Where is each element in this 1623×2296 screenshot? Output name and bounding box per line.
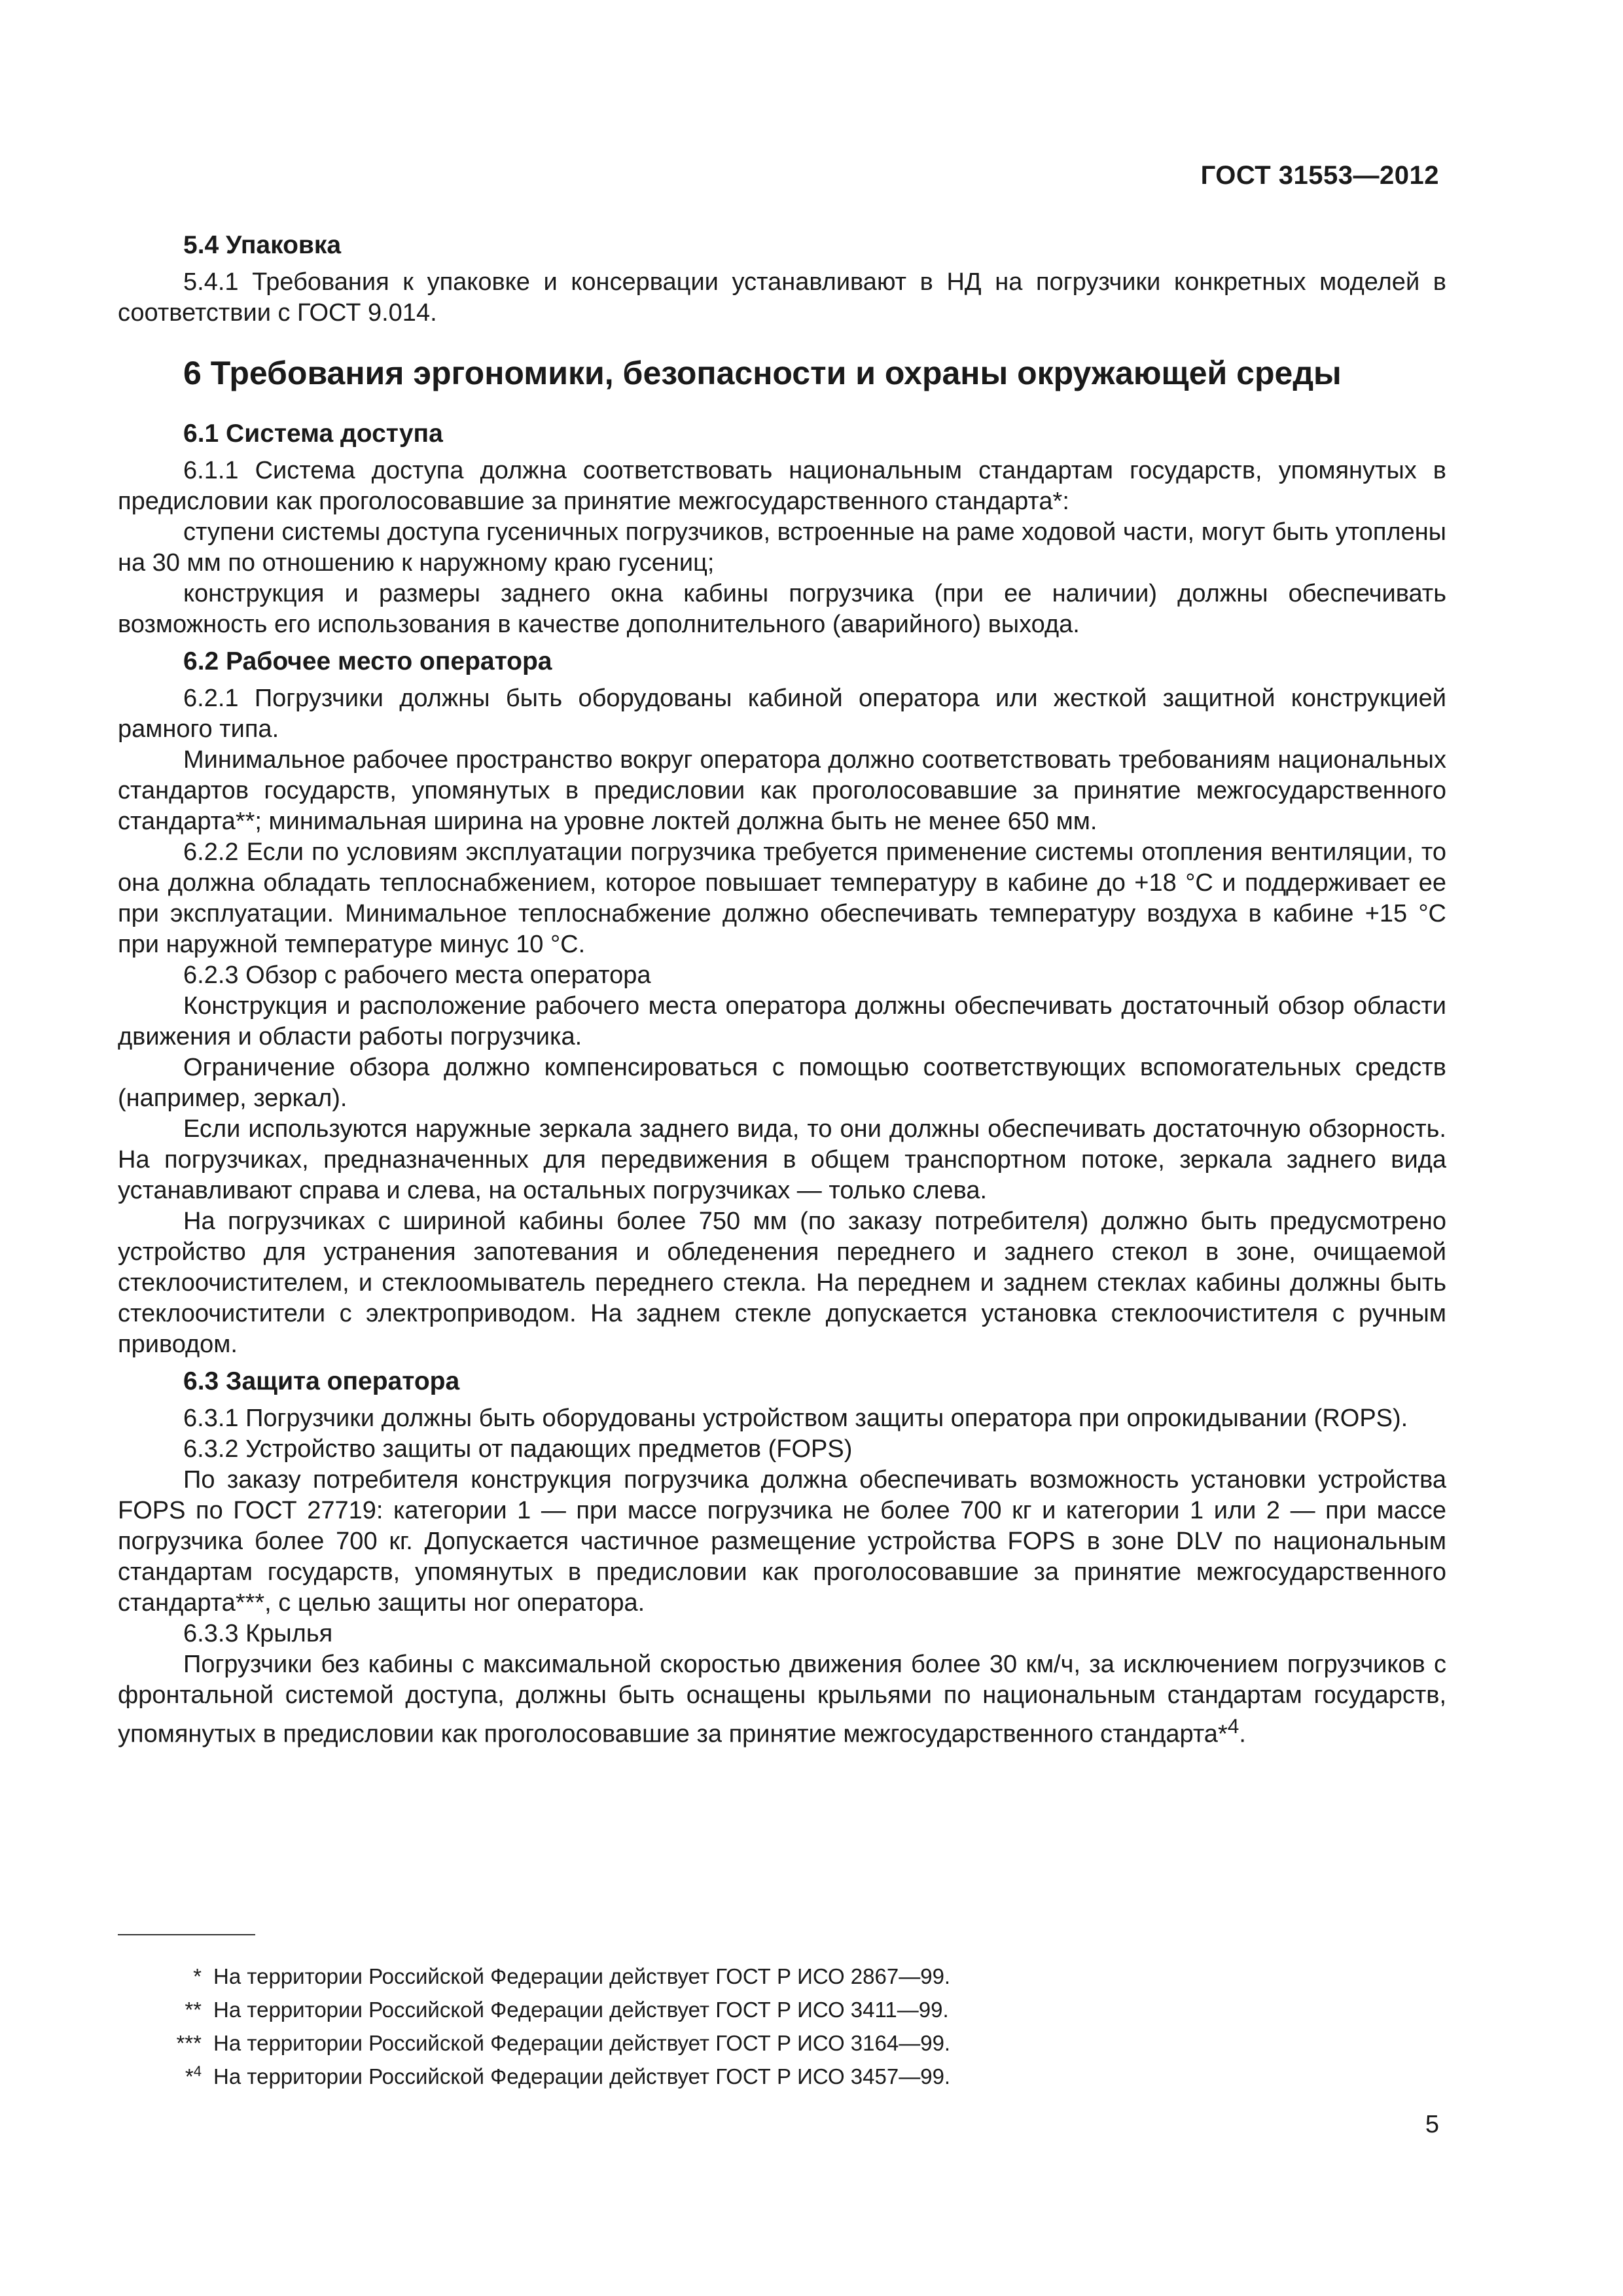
footnote-mark: ** [185, 1998, 202, 2022]
heading-6-1: 6.1 Система доступа [183, 420, 443, 448]
paragraph-6-3-2-fops: По заказу потребителя конструкция погрузчика должна обеспечивать возможность установки устройства FOPS по ГОСТ 27719: категории 1 — при массе погрузчика не более 700 кг и категории 1 или 2 — при массе погрузчика более 700 кг. Допускается частичное размещение устройства FOPS в зоне DLV по национальным стандартам государств, упомянутых в предисловии как проголосовавшие за принятие межгосударственного стандарта***, с целью защиты ног оператора. [118, 1466, 1446, 1617]
footnote-ref-4: 4 [1227, 1714, 1240, 1738]
paragraph-6-3-1: 6.3.1 Погрузчики должны быть оборудованы устройством защиты оператора при опрокидывании (ROPS). [183, 1405, 1408, 1432]
footnote-text: На территории Российской Федерации действует ГОСТ Р ИСО 2867—99. [213, 1964, 951, 1988]
footnote-mark: * [193, 1964, 202, 1988]
paragraph-6-2-3-defrost: На погрузчиках с шириной кабины более 750 мм (по заказу потребителя) должно быть предусмотрено устройство для устранения запотевания и обледенения переднего и заднего стекол в зоне, очищаемой стеклоочистителем, и стеклоомыватель переднего стекла. На переднем и заднем стеклах кабины должны быть стеклоочистители с электроприводом. На заднем стекле допускается установка стеклоочистителя с ручным приводом. [118, 1208, 1446, 1358]
heading-5-4: 5.4 Упаковка [183, 231, 342, 259]
paragraph-6-3-2-title: 6.3.2 Устройство защиты от падающих предметов (FOPS) [183, 1435, 853, 1463]
footnote [118, 2057, 1296, 2090]
paragraph-6-3-3-title: 6.3.3 Крылья [183, 1620, 333, 1647]
paragraph-6-1-steps: ступени системы доступа гусеничных погрузчиков, встроенные на раме ходовой части, могут быть утоплены на 30 мм по отношению к наружному краю гусениц; [118, 518, 1446, 577]
paragraph-6-2-3-limits: Ограничение обзора должно компенсироваться с помощью соответствующих вспомогательных средств (например, зеркал). [118, 1054, 1446, 1112]
paragraph-6-1-window: конструкция и размеры заднего окна кабины погрузчика (при ее наличии) должны обеспечивать возможность его использования в качестве дополнительного (аварийного) выхода. [118, 580, 1446, 638]
paragraph-6-2-3-visibility: Конструкция и расположение рабочего места оператора должны обеспечивать достаточный обзор области движения и области работы погрузчика. [118, 992, 1446, 1050]
paragraph-6-2-2: 6.2.2 Если по условиям эксплуатации погрузчика требуется применение системы отопления вентиляции, то она должна обладать теплоснабжением, которое повышает температуру в кабине до +18 °C и поддерживает ее при эксплуатации. Минимальное теплоснабжение должно обеспечивать температуру воздуха в кабине +15 °C при наружной температуре минус 10 °C. [118, 838, 1446, 958]
footnote-mark: *** [176, 2031, 202, 2055]
footnote-text: На территории Российской Федерации действует ГОСТ Р ИСО 3457—99. [213, 2064, 951, 2089]
paragraph-6-2-workspace: Минимальное рабочее пространство вокруг оператора должно соответствовать требованиям национальных стандартов государств, упомянутых в предисловии как проголосовавшие за принятие межгосударственного стандарта**; минимальная ширина на уровне локтей должна быть не менее 650 мм. [118, 746, 1446, 835]
fenders-text: Погрузчики без кабины с максимальной скоростью движения более 30 км/ч, за исключением погрузчиков с фронтальной системой доступа, должны быть оснащены крыльями по национальным стандартам государств, упомянутых в предисловии как проголосовавшие за принятие межгосударственного стандарта* [118, 1651, 1446, 1748]
footnote [118, 2024, 1296, 2057]
footnote-text: На территории Российской Федерации действует ГОСТ Р ИСО 3164—99. [213, 2031, 951, 2055]
fenders-text-end: . [1239, 1720, 1246, 1748]
paragraph-5-4-1: 5.4.1 Требования к упаковке и консервации устанавливают в НД на погрузчики конкретных моделей в соответствии с ГОСТ 9.014. [118, 268, 1446, 327]
document-code-header: ГОСТ 31553—2012 [1200, 161, 1439, 190]
heading-6-3: 6.3 Защита оператора [183, 1367, 460, 1395]
footnote-text: На территории Российской Федерации действует ГОСТ Р ИСО 3411—99. [213, 1998, 949, 2022]
paragraph-6-2-3-mirrors: Если используются наружные зеркала заднего вида, то они должны обеспечивать достаточную обзорность. На погрузчиках, предназначенных для передвижения в общем транспортном потоке, зеркала заднего вида устанавливают справа и слева, на остальных погрузчиках — только слева. [118, 1115, 1446, 1204]
footnote [118, 1957, 1296, 1990]
paragraph-6-1-1: 6.1.1 Система доступа должна соответствовать национальным стандартам государств, упомянутых в предисловии как проголосовавшие за принятие межгосударственного стандарта*: [118, 457, 1446, 515]
heading-section-6: 6 Требования эргономики, безопасности и охраны окружающей среды [183, 355, 1342, 391]
footnotes [118, 1957, 1296, 2090]
footnote-mark: *$^4$ [185, 2063, 202, 2089]
footnote-separator [118, 1934, 255, 1935]
footnote [118, 1990, 1296, 2024]
heading-6-2: 6.2 Рабочее место оператора [183, 647, 552, 675]
document-body [118, 229, 1446, 1750]
page-number: 5 [1425, 2111, 1439, 2138]
paragraph-6-3-3-fenders [118, 1649, 1446, 1750]
paragraph-6-2-1: 6.2.1 Погрузчики должны быть оборудованы кабиной оператора или жесткой защитной конструкцией рамного типа. [118, 685, 1446, 743]
paragraph-6-2-3-title: 6.2.3 Обзор с рабочего места оператора [183, 961, 651, 989]
